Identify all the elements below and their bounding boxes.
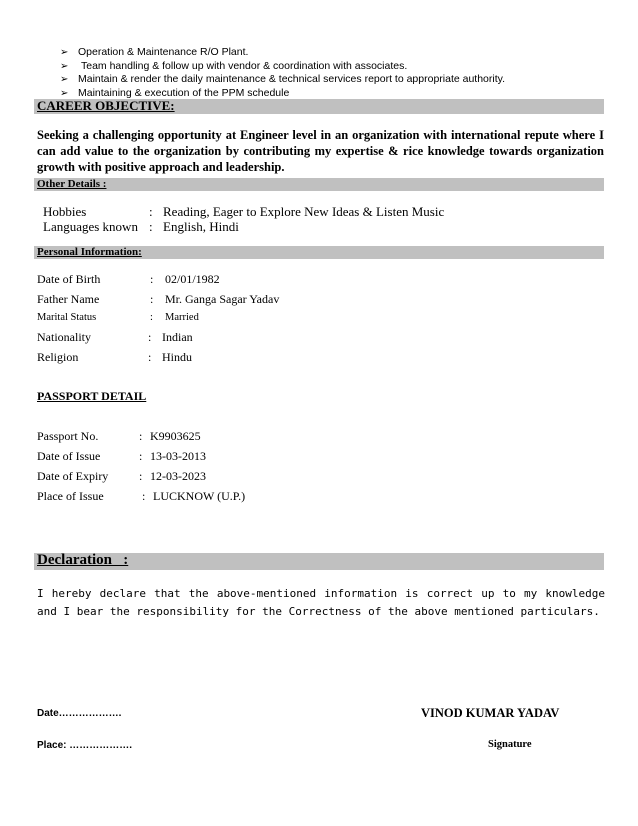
- field-separator: :: [142, 489, 146, 503]
- arrow-bullet-icon: ➢: [60, 87, 69, 99]
- list-item: [60, 60, 505, 74]
- field-value: Married: [165, 312, 199, 323]
- field-label: Date of Expiry: [37, 469, 109, 483]
- declaration-heading: Declaration :: [37, 552, 129, 568]
- field-value: 12-03-2023: [150, 469, 206, 483]
- place-label: Place: ……………….: [37, 740, 133, 751]
- field-label: Passport No.: [37, 429, 99, 443]
- experience-bullet-list: [60, 46, 505, 100]
- field-value: English, Hindi: [163, 219, 239, 234]
- field-label: Place of Issue: [37, 489, 104, 503]
- date-label: Date……………….: [37, 708, 122, 719]
- languages-row: [43, 219, 239, 235]
- field-separator: :: [150, 312, 153, 323]
- bullet-text: Operation & Maintenance R/O Plant.: [78, 46, 249, 58]
- signature-label: Signature: [488, 739, 532, 750]
- field-label: Marital Status: [37, 312, 97, 323]
- hobbies-row: [43, 204, 444, 220]
- field-label: Religion: [37, 350, 79, 364]
- field-label: Nationality: [37, 330, 91, 344]
- date-of-expiry-row: [37, 469, 206, 484]
- list-item: [60, 73, 505, 87]
- career-objective-header-band: [34, 99, 604, 114]
- field-label: Father Name: [37, 292, 100, 306]
- arrow-bullet-icon: ➢: [60, 47, 69, 58]
- bullet-text: Team handling & follow up with vendor & coordination with associates.: [81, 59, 408, 72]
- field-value: 13-03-2013: [150, 449, 206, 463]
- field-value: 02/01/1982: [165, 272, 220, 286]
- field-value: LUCKNOW (U.P.): [153, 489, 246, 503]
- date-of-issue-row: [37, 449, 206, 464]
- list-item: [60, 46, 505, 60]
- career-objective-text: Seeking a challenging opportunity at Engineer level in an organization with international repute where I can add value to the organization by contributing my expertise & rice knowledge towards organization growth with positive approach and leadership.: [37, 128, 604, 174]
- field-separator: :: [139, 429, 143, 443]
- bullet-text: Maintaining & execution of the PPM schedule: [78, 86, 290, 99]
- bullet-text: Maintain & render the daily maintenance & technical services report to appropriate authority.: [78, 73, 506, 85]
- place-of-issue-row: [37, 489, 245, 504]
- arrow-bullet-icon: ➢: [60, 74, 69, 85]
- field-label: Languages known: [43, 219, 138, 234]
- declaration-text: I hereby declare that the above-mentioned information is correct up to my knowledge and I bear the responsibility for the Correctness of the above mentioned particulars.: [37, 587, 605, 618]
- applicant-name: VINOD KUMAR YADAV: [421, 706, 560, 720]
- religion-row: [37, 350, 192, 365]
- nationality-row: [37, 330, 193, 345]
- passport-no-row: [37, 429, 201, 444]
- field-value: Hindu: [162, 350, 192, 364]
- field-separator: :: [139, 449, 143, 463]
- field-separator: :: [139, 469, 143, 483]
- field-separator: :: [149, 204, 153, 219]
- field-separator: :: [148, 330, 152, 344]
- field-separator: :: [149, 219, 153, 234]
- marital-status-row: [37, 312, 199, 323]
- father-name-row: [37, 292, 279, 307]
- field-label: Date of Issue: [37, 449, 101, 463]
- field-separator: :: [150, 292, 154, 306]
- field-label: Hobbies: [43, 204, 87, 219]
- dob-row: [37, 272, 220, 287]
- arrow-bullet-icon: ➢: [60, 60, 69, 72]
- other-details-header-band: [34, 178, 604, 191]
- career-objective-heading: CAREER OBJECTIVE:: [37, 98, 175, 113]
- field-separator: :: [150, 272, 154, 286]
- field-value: Reading, Eager to Explore New Ideas & Listen Music: [163, 204, 445, 219]
- field-value: Indian: [162, 330, 193, 344]
- field-value: Mr. Ganga Sagar Yadav: [165, 292, 280, 306]
- field-label: Date of Birth: [37, 272, 101, 286]
- personal-info-header-band: [34, 246, 604, 259]
- personal-info-heading: Personal Information:: [37, 246, 142, 258]
- passport-detail-heading: PASSPORT DETAIL: [37, 389, 147, 403]
- field-value: K9903625: [150, 429, 201, 443]
- other-details-heading: Other Details :: [37, 178, 107, 190]
- field-separator: :: [148, 350, 152, 364]
- declaration-header-band: [34, 553, 604, 570]
